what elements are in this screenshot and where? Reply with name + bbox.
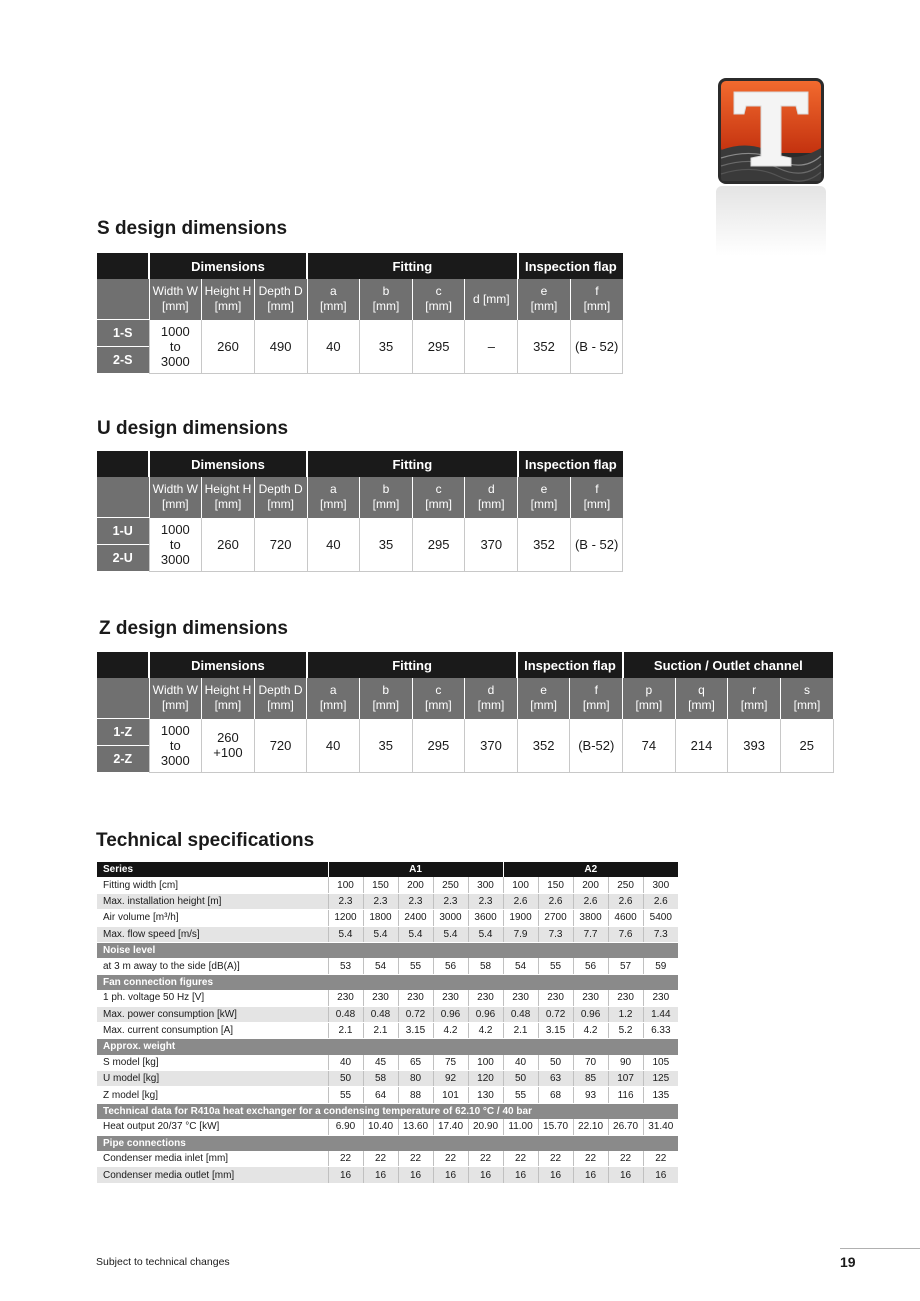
spec-cell: 3.15 bbox=[538, 1022, 573, 1038]
spec-cell: 7.9 bbox=[503, 926, 538, 942]
data-cell: 393 bbox=[728, 719, 781, 773]
spec-row bbox=[97, 1151, 678, 1167]
column-header: e [mm] bbox=[517, 678, 570, 719]
spec-cell: 5.4 bbox=[363, 926, 398, 942]
spec-cell: 54 bbox=[363, 958, 398, 974]
spec-cell: 85 bbox=[573, 1071, 608, 1087]
group-header: Fitting bbox=[307, 253, 518, 279]
spec-cell: 0.96 bbox=[573, 1006, 608, 1022]
spec-cell: 1900 bbox=[503, 910, 538, 926]
spec-cell: 16 bbox=[643, 1167, 678, 1183]
spec-cell: 3600 bbox=[468, 910, 503, 926]
spec-cell: 100 bbox=[468, 1055, 503, 1071]
data-cell: 295 bbox=[412, 719, 465, 773]
spec-cell: 55 bbox=[328, 1087, 363, 1103]
spec-row bbox=[97, 958, 678, 974]
spec-cell: 55 bbox=[503, 1087, 538, 1103]
row-label: 1-U bbox=[97, 518, 149, 545]
spec-cell: 2.1 bbox=[328, 1022, 363, 1038]
spec-cell: 4600 bbox=[608, 910, 643, 926]
spec-row-label: Max. power consumption [kW] bbox=[97, 1006, 328, 1022]
column-header: f [mm] bbox=[570, 678, 623, 719]
spec-cell: 22 bbox=[433, 1151, 468, 1167]
column-header: e [mm] bbox=[518, 477, 571, 518]
spec-cell: 0.96 bbox=[468, 1006, 503, 1022]
spec-cell: 20.90 bbox=[468, 1119, 503, 1135]
data-cell: 370 bbox=[465, 518, 518, 572]
logo-reflection bbox=[716, 186, 826, 256]
data-cell: (B - 52) bbox=[570, 320, 623, 374]
data-cell: 35 bbox=[360, 518, 413, 572]
spec-cell: 200 bbox=[573, 877, 608, 893]
row-label: 2-Z bbox=[97, 746, 149, 773]
spec-row-label: 1 ph. voltage 50 Hz [V] bbox=[97, 990, 328, 1006]
spec-cell: 22 bbox=[538, 1151, 573, 1167]
spec-cell: 26.70 bbox=[608, 1119, 643, 1135]
data-cell: 260 bbox=[202, 320, 255, 374]
spec-cell: 22.10 bbox=[573, 1119, 608, 1135]
data-cell: 74 bbox=[623, 719, 676, 773]
spec-cell: 2.3 bbox=[468, 893, 503, 909]
spec-cell: 59 bbox=[643, 958, 678, 974]
spec-cell: 40 bbox=[328, 1055, 363, 1071]
row-label: 1-Z bbox=[97, 719, 149, 746]
column-header: Width W [mm] bbox=[149, 678, 202, 719]
spec-cell: 10.40 bbox=[363, 1119, 398, 1135]
row-label: 1-S bbox=[97, 320, 149, 347]
spec-cell: 5.4 bbox=[433, 926, 468, 942]
data-cell: 25 bbox=[780, 719, 833, 773]
spec-section-label: Approx. weight bbox=[97, 1039, 678, 1055]
spec-section-row bbox=[97, 1039, 678, 1055]
spec-cell: 230 bbox=[398, 990, 433, 1006]
spec-cell: 100 bbox=[503, 877, 538, 893]
spec-cell: 4.2 bbox=[468, 1022, 503, 1038]
column-header: Height H [mm] bbox=[202, 678, 255, 719]
spec-cell: 230 bbox=[538, 990, 573, 1006]
column-header: Depth D [mm] bbox=[254, 477, 307, 518]
spec-cell: 45 bbox=[363, 1055, 398, 1071]
spec-cell: 6.33 bbox=[643, 1022, 678, 1038]
tech-spec-heading: Technical specifications bbox=[96, 830, 315, 851]
spec-cell: 16 bbox=[398, 1167, 433, 1183]
spec-cell: 1200 bbox=[328, 910, 363, 926]
spec-row-label: Max. flow speed [m/s] bbox=[97, 926, 328, 942]
spec-cell: 16 bbox=[573, 1167, 608, 1183]
spec-cell: 22 bbox=[503, 1151, 538, 1167]
spec-row bbox=[97, 990, 678, 1006]
spec-cell: 230 bbox=[433, 990, 468, 1006]
spec-row-label: Max. current consumption [A] bbox=[97, 1022, 328, 1038]
spec-cell: 5.4 bbox=[398, 926, 433, 942]
s-design-table bbox=[97, 253, 623, 374]
s-design-heading: S design dimensions bbox=[97, 218, 288, 239]
group-header: Fitting bbox=[307, 652, 517, 678]
group-header: Fitting bbox=[307, 451, 518, 477]
tech-spec-table bbox=[97, 862, 678, 1184]
spec-cell: 13.60 bbox=[398, 1119, 433, 1135]
spec-cell: 2.3 bbox=[433, 893, 468, 909]
column-header: f [mm] bbox=[570, 477, 623, 518]
data-cell: 40 bbox=[307, 719, 360, 773]
spec-cell: 92 bbox=[433, 1071, 468, 1087]
spec-section-row bbox=[97, 1135, 678, 1151]
data-cell: 295 bbox=[412, 320, 465, 374]
spec-cell: 150 bbox=[538, 877, 573, 893]
spec-cell: 58 bbox=[468, 958, 503, 974]
spec-row bbox=[97, 1055, 678, 1071]
spec-cell: 22 bbox=[643, 1151, 678, 1167]
spec-cell: 250 bbox=[433, 877, 468, 893]
spec-row bbox=[97, 1071, 678, 1087]
data-cell: 35 bbox=[359, 719, 412, 773]
data-cell: (B - 52) bbox=[570, 518, 623, 572]
data-cell: 260 bbox=[202, 518, 255, 572]
spec-cell: 230 bbox=[363, 990, 398, 1006]
spec-cell: 130 bbox=[468, 1087, 503, 1103]
spec-cell: 7.3 bbox=[538, 926, 573, 942]
spec-cell: 0.72 bbox=[538, 1006, 573, 1022]
spec-cell: 15.70 bbox=[538, 1119, 573, 1135]
spec-cell: 200 bbox=[398, 877, 433, 893]
column-header: Depth D [mm] bbox=[254, 279, 307, 320]
spec-section-row bbox=[97, 942, 678, 958]
spec-cell: 107 bbox=[608, 1071, 643, 1087]
spec-cell: 2.3 bbox=[398, 893, 433, 909]
spec-cell: 56 bbox=[573, 958, 608, 974]
spec-cell: 4.2 bbox=[433, 1022, 468, 1038]
z-design-heading: Z design dimensions bbox=[99, 618, 288, 639]
column-header: Height H [mm] bbox=[202, 477, 255, 518]
spec-row-label: Max. installation height [m] bbox=[97, 893, 328, 909]
column-header: d [mm] bbox=[465, 477, 518, 518]
spec-cell: 64 bbox=[363, 1087, 398, 1103]
spec-cell: 16 bbox=[433, 1167, 468, 1183]
spec-cell: 230 bbox=[328, 990, 363, 1006]
spec-cell: 230 bbox=[503, 990, 538, 1006]
data-cell: 1000 to 3000 bbox=[149, 320, 202, 374]
row-label: 2-S bbox=[97, 347, 149, 374]
column-header: f [mm] bbox=[570, 279, 623, 320]
data-cell: 35 bbox=[360, 320, 413, 374]
spec-cell: 125 bbox=[643, 1071, 678, 1087]
data-cell: 720 bbox=[254, 719, 307, 773]
spec-cell: 5400 bbox=[643, 910, 678, 926]
spec-cell: 300 bbox=[643, 877, 678, 893]
spec-row-label: Z model [kg] bbox=[97, 1087, 328, 1103]
spec-cell: 0.48 bbox=[363, 1006, 398, 1022]
data-cell: 490 bbox=[254, 320, 307, 374]
column-header: a [mm] bbox=[307, 477, 360, 518]
footer-note: Subject to technical changes bbox=[96, 1256, 230, 1268]
group-header: Dimensions bbox=[149, 253, 307, 279]
spec-cell: 50 bbox=[328, 1071, 363, 1087]
spec-cell: 230 bbox=[468, 990, 503, 1006]
spec-cell: 2700 bbox=[538, 910, 573, 926]
page-number-rule bbox=[840, 1248, 920, 1249]
column-header: p [mm] bbox=[623, 678, 676, 719]
spec-cell: 3.15 bbox=[398, 1022, 433, 1038]
spec-section-row bbox=[97, 974, 678, 990]
group-header: Inspection flap bbox=[518, 253, 623, 279]
spec-cell: 135 bbox=[643, 1087, 678, 1103]
column-header: b [mm] bbox=[359, 678, 412, 719]
spec-cell: 16 bbox=[503, 1167, 538, 1183]
spec-cell: 2.1 bbox=[503, 1022, 538, 1038]
group-header: Inspection flap bbox=[518, 451, 623, 477]
spec-section-row bbox=[97, 1103, 678, 1119]
data-cell: 720 bbox=[254, 518, 307, 572]
spec-section-label: Fan connection figures bbox=[97, 974, 678, 990]
spec-cell: 300 bbox=[468, 877, 503, 893]
spec-cell: 250 bbox=[608, 877, 643, 893]
spec-section-label: Noise level bbox=[97, 942, 678, 958]
spec-cell: 2.3 bbox=[328, 893, 363, 909]
spec-cell: 22 bbox=[398, 1151, 433, 1167]
spec-cell: 16 bbox=[608, 1167, 643, 1183]
spec-cell: 2.1 bbox=[363, 1022, 398, 1038]
spec-row-label: S model [kg] bbox=[97, 1055, 328, 1071]
spec-cell: 120 bbox=[468, 1071, 503, 1087]
series-label: Series bbox=[97, 862, 328, 877]
spec-row-label: Heat output 20/37 °C [kW] bbox=[97, 1119, 328, 1135]
spec-cell: 22 bbox=[573, 1151, 608, 1167]
spec-cell: 70 bbox=[573, 1055, 608, 1071]
spec-cell: 150 bbox=[363, 877, 398, 893]
spec-cell: 22 bbox=[608, 1151, 643, 1167]
data-cell: 295 bbox=[412, 518, 465, 572]
spec-cell: 230 bbox=[643, 990, 678, 1006]
column-header: Width W [mm] bbox=[149, 279, 202, 320]
spec-cell: 54 bbox=[503, 958, 538, 974]
spec-cell: 100 bbox=[328, 877, 363, 893]
data-cell: 1000 to 3000 bbox=[149, 518, 202, 572]
column-header: s [mm] bbox=[780, 678, 833, 719]
column-header: Depth D [mm] bbox=[254, 678, 307, 719]
spec-cell: 116 bbox=[608, 1087, 643, 1103]
spec-cell: 80 bbox=[398, 1071, 433, 1087]
data-cell: 214 bbox=[675, 719, 728, 773]
group-header: Dimensions bbox=[149, 451, 307, 477]
spec-cell: 5.4 bbox=[328, 926, 363, 942]
spec-cell: 0.48 bbox=[503, 1006, 538, 1022]
data-cell: 40 bbox=[307, 320, 360, 374]
spec-cell: 101 bbox=[433, 1087, 468, 1103]
series-group-header: A1 bbox=[328, 862, 503, 877]
data-cell: 1000 to 3000 bbox=[149, 719, 202, 773]
data-cell: 352 bbox=[518, 518, 571, 572]
spec-cell: 1800 bbox=[363, 910, 398, 926]
spec-cell: 75 bbox=[433, 1055, 468, 1071]
spec-row bbox=[97, 1022, 678, 1038]
spec-cell: 3000 bbox=[433, 910, 468, 926]
spec-row-label: Fitting width [cm] bbox=[97, 877, 328, 893]
column-header: Width W [mm] bbox=[149, 477, 202, 518]
spec-row-label: at 3 m away to the side [dB(A)] bbox=[97, 958, 328, 974]
column-header: d [mm] bbox=[465, 279, 518, 320]
spec-cell: 2.6 bbox=[503, 893, 538, 909]
spec-cell: 6.90 bbox=[328, 1119, 363, 1135]
page-number: 19 bbox=[840, 1254, 856, 1270]
spec-cell: 2400 bbox=[398, 910, 433, 926]
spec-cell: 230 bbox=[573, 990, 608, 1006]
spec-row bbox=[97, 1087, 678, 1103]
data-cell: 370 bbox=[465, 719, 518, 773]
spec-cell: 22 bbox=[328, 1151, 363, 1167]
column-header: d [mm] bbox=[465, 678, 518, 719]
data-cell: – bbox=[465, 320, 518, 374]
spec-cell: 56 bbox=[433, 958, 468, 974]
group-header: Suction / Outlet channel bbox=[623, 652, 833, 678]
spec-cell: 40 bbox=[503, 1055, 538, 1071]
spec-cell: 4.2 bbox=[573, 1022, 608, 1038]
spec-row-label: Condenser media inlet [mm] bbox=[97, 1151, 328, 1167]
column-header: c [mm] bbox=[412, 477, 465, 518]
spec-cell: 58 bbox=[363, 1071, 398, 1087]
spec-cell: 7.6 bbox=[608, 926, 643, 942]
data-cell: 352 bbox=[518, 320, 571, 374]
spec-cell: 16 bbox=[363, 1167, 398, 1183]
spec-cell: 17.40 bbox=[433, 1119, 468, 1135]
spec-cell: 50 bbox=[538, 1055, 573, 1071]
spec-cell: 2.3 bbox=[363, 893, 398, 909]
spec-cell: 3800 bbox=[573, 910, 608, 926]
spec-cell: 5.2 bbox=[608, 1022, 643, 1038]
group-header: Dimensions bbox=[149, 652, 307, 678]
spec-cell: 65 bbox=[398, 1055, 433, 1071]
data-cell: (B-52) bbox=[570, 719, 623, 773]
spec-cell: 0.48 bbox=[328, 1006, 363, 1022]
column-header: b [mm] bbox=[360, 279, 413, 320]
column-header: e [mm] bbox=[518, 279, 571, 320]
spec-cell: 57 bbox=[608, 958, 643, 974]
spec-row-label: Condenser media outlet [mm] bbox=[97, 1167, 328, 1183]
spec-row-label: U model [kg] bbox=[97, 1071, 328, 1087]
spec-row bbox=[97, 910, 678, 926]
spec-row bbox=[97, 893, 678, 909]
spec-cell: 63 bbox=[538, 1071, 573, 1087]
spec-cell: 55 bbox=[538, 958, 573, 974]
spec-cell: 16 bbox=[538, 1167, 573, 1183]
spec-row bbox=[97, 1006, 678, 1022]
column-header: b [mm] bbox=[360, 477, 413, 518]
data-cell: 40 bbox=[307, 518, 360, 572]
spec-cell: 0.96 bbox=[433, 1006, 468, 1022]
u-design-heading: U design dimensions bbox=[97, 418, 289, 439]
column-header: c [mm] bbox=[412, 279, 465, 320]
spec-cell: 105 bbox=[643, 1055, 678, 1071]
spec-cell: 68 bbox=[538, 1087, 573, 1103]
spec-cell: 0.72 bbox=[398, 1006, 433, 1022]
spec-cell: 2.6 bbox=[643, 893, 678, 909]
spec-cell: 31.40 bbox=[643, 1119, 678, 1135]
spec-cell: 16 bbox=[468, 1167, 503, 1183]
spec-row bbox=[97, 877, 678, 893]
company-logo bbox=[718, 78, 824, 184]
spec-cell: 55 bbox=[398, 958, 433, 974]
spec-row bbox=[97, 1167, 678, 1183]
spec-row bbox=[97, 1119, 678, 1135]
spec-cell: 2.6 bbox=[573, 893, 608, 909]
column-header: Height H [mm] bbox=[202, 279, 255, 320]
spec-cell: 88 bbox=[398, 1087, 433, 1103]
spec-row-label: Air volume [m³/h] bbox=[97, 910, 328, 926]
column-header: q [mm] bbox=[675, 678, 728, 719]
spec-cell: 1.2 bbox=[608, 1006, 643, 1022]
spec-cell: 1.44 bbox=[643, 1006, 678, 1022]
spec-cell: 7.7 bbox=[573, 926, 608, 942]
spec-cell: 5.4 bbox=[468, 926, 503, 942]
spec-cell: 2.6 bbox=[608, 893, 643, 909]
spec-cell: 22 bbox=[468, 1151, 503, 1167]
column-header: r [mm] bbox=[728, 678, 781, 719]
row-label: 2-U bbox=[97, 545, 149, 572]
column-header: a [mm] bbox=[307, 279, 360, 320]
spec-cell: 2.6 bbox=[538, 893, 573, 909]
group-header: Inspection flap bbox=[517, 652, 622, 678]
spec-cell: 7.3 bbox=[643, 926, 678, 942]
spec-cell: 11.00 bbox=[503, 1119, 538, 1135]
z-design-table bbox=[97, 652, 834, 773]
spec-cell: 16 bbox=[328, 1167, 363, 1183]
data-cell: 352 bbox=[517, 719, 570, 773]
u-design-table bbox=[97, 451, 623, 572]
spec-cell: 90 bbox=[608, 1055, 643, 1071]
spec-row bbox=[97, 926, 678, 942]
spec-cell: 93 bbox=[573, 1087, 608, 1103]
spec-section-label: Technical data for R410a heat exchanger for a condensing temperature of 62.10 °C / 40 bar bbox=[97, 1103, 678, 1119]
series-group-header: A2 bbox=[503, 862, 678, 877]
spec-cell: 50 bbox=[503, 1071, 538, 1087]
spec-cell: 53 bbox=[328, 958, 363, 974]
spec-cell: 22 bbox=[363, 1151, 398, 1167]
spec-cell: 230 bbox=[608, 990, 643, 1006]
spec-section-label: Pipe connections bbox=[97, 1135, 678, 1151]
column-header: c [mm] bbox=[412, 678, 465, 719]
data-cell: 260 +100 bbox=[202, 719, 255, 773]
column-header: a [mm] bbox=[307, 678, 360, 719]
